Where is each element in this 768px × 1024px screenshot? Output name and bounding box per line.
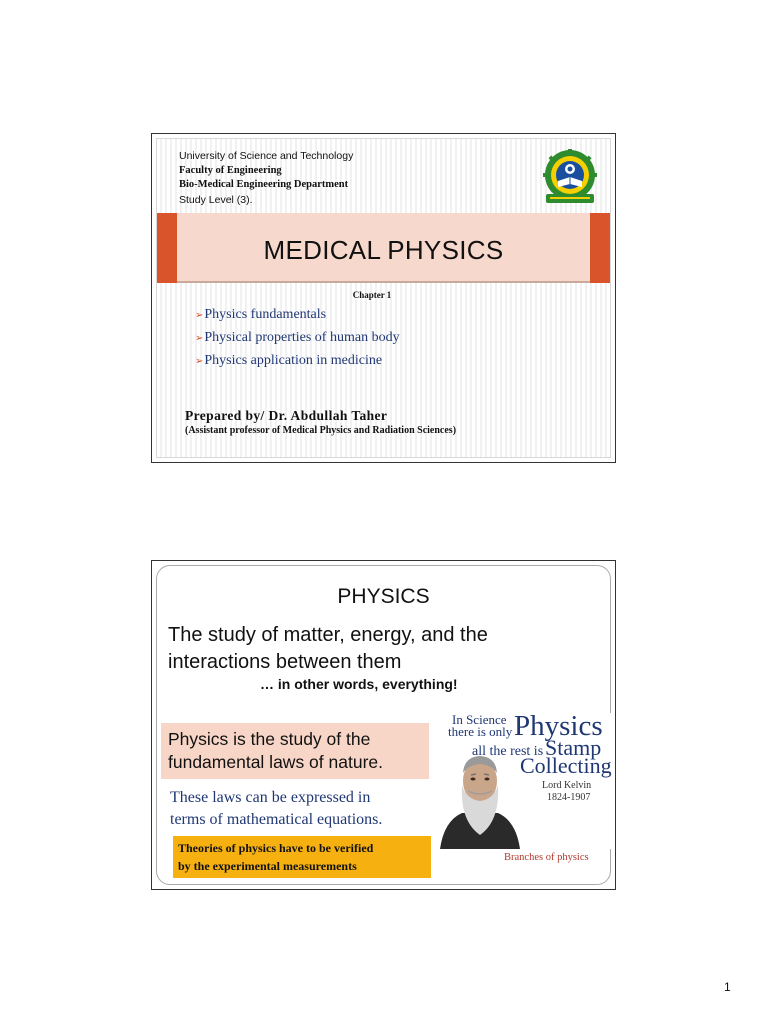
university-logo-icon [540,149,600,205]
slide-physics-frame [156,565,611,885]
quote-in-science: In Science [452,712,507,727]
chapter-label: Chapter 1 [352,290,392,300]
definition-line: The study of matter, energy, and the [168,624,488,646]
quote-stamp: Stamp [545,735,602,760]
topic-text: Physical properties of human body [204,330,400,345]
topic-text: Physics fundamentals [204,307,327,322]
topic-text: Physics application in medicine [204,353,383,368]
topic-item [195,350,400,373]
title-bar-underline [177,281,590,283]
fundamental-laws-box [161,723,429,779]
slide-main-title [157,235,610,266]
kelvin-quote-image [436,710,614,849]
slide-physics [151,560,616,890]
physics-definition [168,622,488,676]
institution-info [179,149,353,207]
branches-caption: Branches of physics [504,852,589,863]
quote-collecting: Collecting [520,753,612,778]
arrow-bullet-icon: ➢ [195,310,204,321]
topic-item [195,327,400,350]
arrow-bullet-icon: ➢ [195,333,204,344]
laws-text [170,787,382,831]
other-words-note: … in other words, everything! [260,676,458,692]
university-name: University of Science and Technology [179,150,354,162]
quote-there-is-only: there is only [448,724,513,739]
quote-physics: Physics [514,710,603,742]
author-position: (Assistant professor of Medical Physics and Radiation Sciences) [185,425,457,436]
laws-line: terms of mathematical equations. [170,811,383,828]
kelvin-portrait-icon [438,751,522,849]
highlight-line: fundamental laws of nature. [168,752,383,772]
definition-line: interactions between them [168,651,402,673]
faculty-name: Faculty of Engineering [179,164,282,176]
title-word-physics: PHYSICS [387,235,504,265]
quote-all-the-rest: all the rest is [472,744,544,759]
slide-title-frame [156,138,611,458]
physics-title: PHYSICS [337,585,430,608]
topic-list [195,304,400,373]
quote-author: Lord Kelvin [542,780,592,791]
department-name: Bio-Medical Engineering Department [179,179,349,190]
slide-title [151,133,616,463]
prepared-by: Prepared by/ Dr. Abdullah Taher [185,408,388,423]
theories-box [173,836,431,878]
quote-years: 1824-1907 [547,792,591,803]
title-word-medical: MEDICAL [263,235,382,265]
arrow-bullet-icon: ➢ [195,356,204,367]
study-level: Study Level (3). [179,193,253,206]
highlight-line: Physics is the study of the [168,729,371,749]
laws-line: These laws can be expressed in [170,789,371,806]
topic-item [195,304,400,327]
theories-line: by the experimental measurements [178,859,357,873]
page-number: 1 [724,980,731,994]
theories-line: Theories of physics have to be verified [178,841,374,855]
